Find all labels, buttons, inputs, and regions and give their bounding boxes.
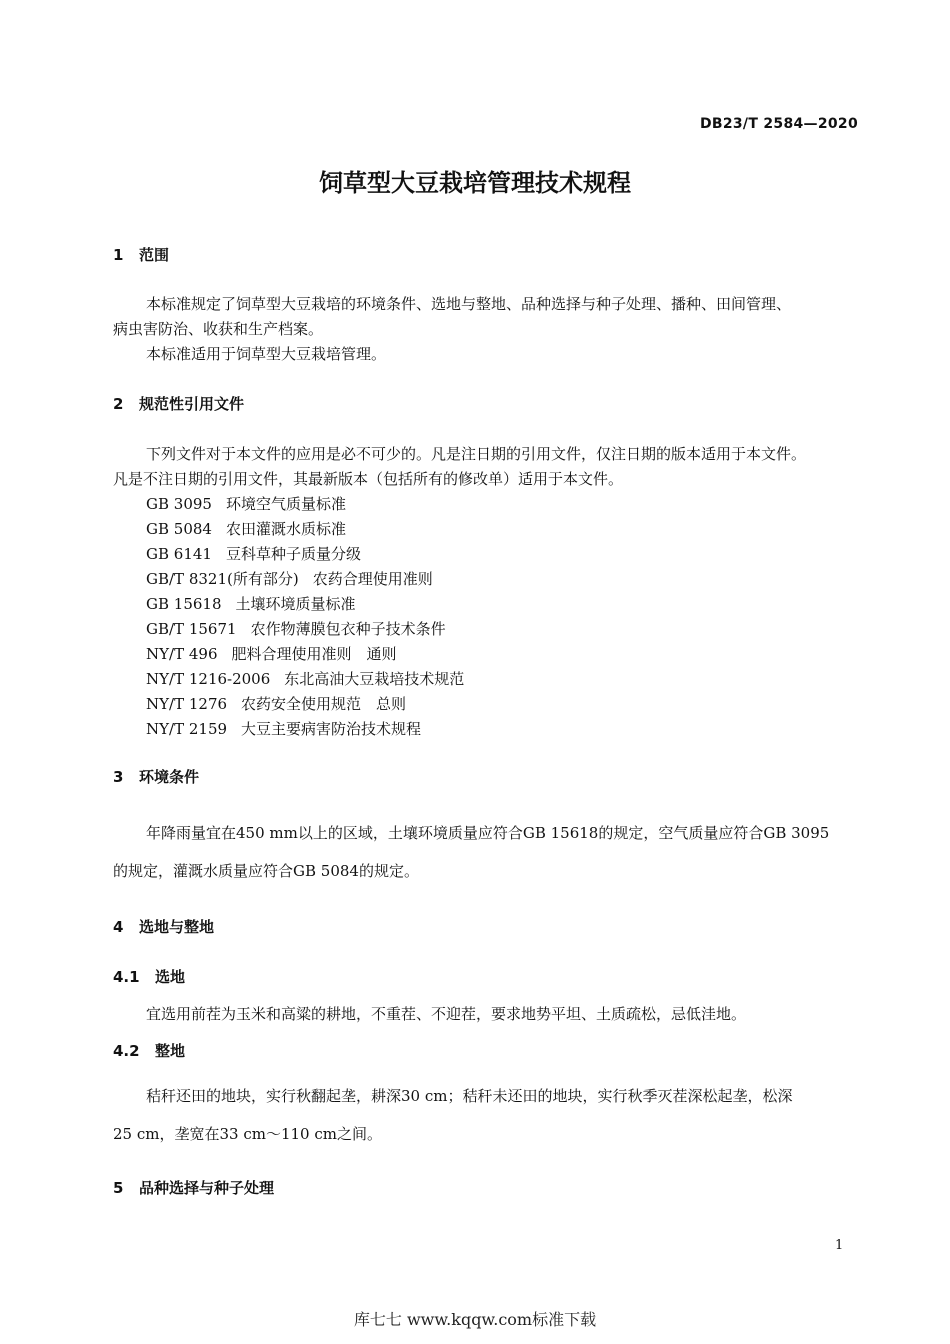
section-1-heading <box>113 244 169 265</box>
reference-title: 大豆主要病害防治技术规程 <box>241 720 422 738</box>
section-2-heading <box>113 393 244 414</box>
reference-item <box>146 668 464 689</box>
reference-item <box>146 593 356 614</box>
section-title: 规范性引用文件 <box>139 395 245 413</box>
reference-title: 农药合理使用准则 <box>312 570 433 588</box>
reference-code: GB/T 15671 <box>146 620 237 638</box>
standard-code: DB23/T 2584—2020 <box>699 116 858 132</box>
reference-code: NY/T 496 <box>146 645 218 663</box>
section-4-heading <box>113 916 214 937</box>
reference-title: 环境空气质量标准 <box>225 495 346 513</box>
section-3-heading <box>113 766 199 787</box>
section-number: 3 <box>113 768 124 786</box>
reference-code: NY/T 1276 <box>146 695 228 713</box>
paragraph-line: 本标准适用于饲草型大豆栽培管理。 <box>146 345 387 363</box>
subsection-title: 选地 <box>155 968 186 986</box>
section-number: 2 <box>113 395 124 413</box>
section-title: 品种选择与种子处理 <box>139 1179 275 1197</box>
reference-item <box>146 693 406 714</box>
section-title: 范围 <box>139 246 170 264</box>
paragraph-line: 宜选用前茬为玉米和高粱的耕地，不重茬、不迎茬，要求地势平坦、土质疏松，忌低洼地。 <box>146 1005 747 1023</box>
reference-code: NY/T 2159 <box>146 720 228 738</box>
reference-code: GB 15618 <box>146 595 222 613</box>
reference-item <box>146 643 397 664</box>
reference-item <box>146 493 346 514</box>
reference-title: 豆科草种子质量分级 <box>225 545 361 563</box>
paragraph-line: 年降雨量宜在450 mm以上的区域，土壤环境质量应符合GB 15618的规定，空气质量应符合GB 3095 <box>146 824 830 842</box>
reference-title: 农田灌溉水质标准 <box>225 520 346 538</box>
reference-title: 土壤环境质量标准 <box>235 595 356 613</box>
section-number: 1 <box>113 246 124 264</box>
reference-code: GB 5084 <box>146 520 212 538</box>
subsection-4-1-heading <box>113 966 185 987</box>
reference-item <box>146 618 446 639</box>
page-number: 1 <box>835 1238 844 1253</box>
reference-code: GB/T 8321(所有部分) <box>146 570 299 588</box>
section-number: 4 <box>113 918 124 936</box>
subsection-title: 整地 <box>155 1042 186 1060</box>
reference-title: 农作物薄膜包衣种子技术条件 <box>250 620 446 638</box>
paragraph-line: 本标准规定了饲草型大豆栽培的环境条件、选地与整地、品种选择与种子处理、播种、田间管理、 <box>146 295 792 313</box>
section-title: 环境条件 <box>139 768 200 786</box>
reference-code: NY/T 1216-2006 <box>146 670 271 688</box>
reference-item <box>146 518 346 539</box>
document-title: 饲草型大豆栽培管理技术规程 <box>319 169 631 197</box>
paragraph-line: 凡是不注日期的引用文件，其最新版本（包括所有的修改单）适用于本文件。 <box>113 470 624 488</box>
subsection-number: 4.2 <box>113 1042 140 1060</box>
footer-watermark: 库七七 www.kqqw.com标准下载 <box>353 1310 597 1329</box>
reference-code: GB 6141 <box>146 545 212 563</box>
section-5-heading <box>113 1177 274 1198</box>
paragraph-line: 病虫害防治、收获和生产档案。 <box>113 320 324 338</box>
paragraph-line: 秸秆还田的地块，实行秋翻起垄，耕深30 cm；秸秆未还田的地块，实行秋季灭茬深松起垄，松深 <box>146 1087 793 1105</box>
reference-title: 东北高油大豆栽培技术规范 <box>284 670 465 688</box>
reference-title: 肥料合理使用准则 通则 <box>231 645 397 663</box>
subsection-number: 4.1 <box>113 968 140 986</box>
paragraph-line: 25 cm，垄宽在33 cm～110 cm之间。 <box>113 1125 382 1143</box>
section-number: 5 <box>113 1179 124 1197</box>
reference-item <box>146 543 361 564</box>
reference-item <box>146 718 421 739</box>
section-title: 选地与整地 <box>139 918 215 936</box>
paragraph-line: 下列文件对于本文件的应用是必不可少的。凡是注日期的引用文件，仅注日期的版本适用于本文件。 <box>146 445 807 463</box>
reference-item <box>146 568 433 589</box>
reference-code: GB 3095 <box>146 495 212 513</box>
paragraph-line: 的规定，灌溉水质量应符合GB 5084的规定。 <box>113 862 419 880</box>
reference-title: 农药安全使用规范 总则 <box>241 695 407 713</box>
subsection-4-2-heading <box>113 1040 185 1061</box>
